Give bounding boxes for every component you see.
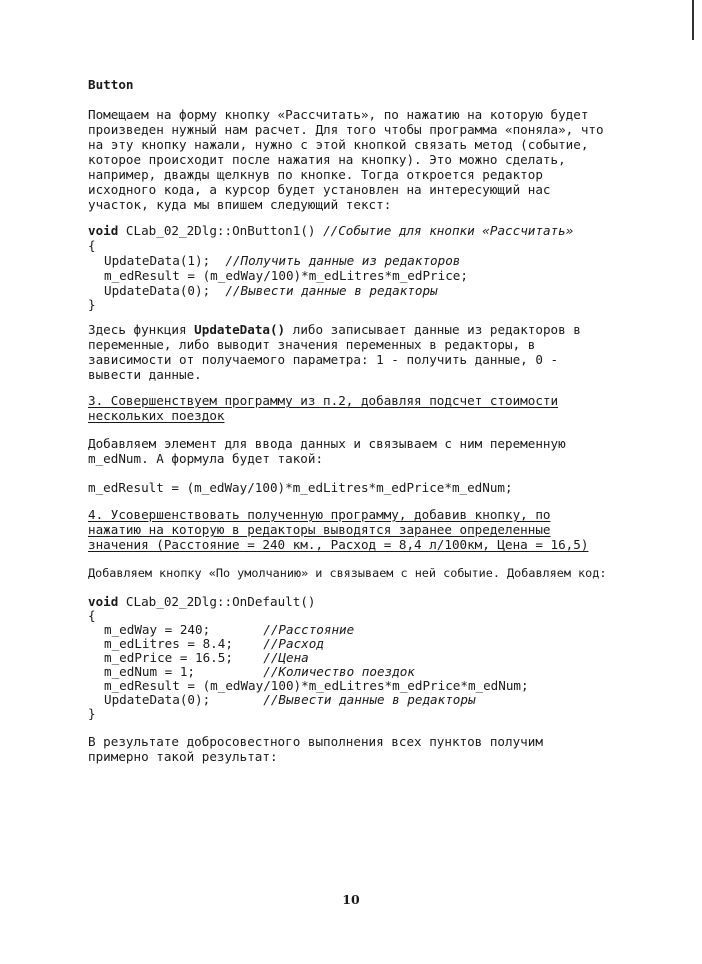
- paragraph-line: исходного кода, а курсор будет установлен на интересующий нас: [88, 182, 551, 197]
- task-heading: 3. Совершенствуем программу из п.2, добавляя подсчет стоимости: [88, 393, 559, 408]
- code-keyword: void: [88, 594, 119, 609]
- code-brace: {: [88, 608, 96, 623]
- code-text: m_edLitres = 8.4;: [104, 636, 264, 651]
- code-comment: //Вывести данные в редакторы: [263, 692, 476, 707]
- code-text: m_edWay = 240;: [104, 622, 264, 637]
- function-name: UpdateData(): [194, 322, 286, 337]
- paragraph-line: В результате добросовестного выполнения всех пунктов получим: [88, 734, 543, 749]
- paragraph-line: Помещаем на форму кнопку «Рассчитать», по нажатию на которую будет: [88, 107, 589, 122]
- text-span: либо записывает данные из редакторов в: [285, 322, 581, 337]
- task-heading: нажатию на которую в редакторы выводятся заранее определенные: [88, 522, 551, 537]
- paragraph-line: Добавляем кнопку «По умолчанию» и связываем с ней событие. Добавляем код:: [88, 566, 607, 580]
- code-function-name: CLab_02_2Dlg::OnButton1(): [118, 223, 324, 238]
- paragraph-line: которое происходит после нажатия на кнопку). Это можно сделать,: [88, 152, 566, 167]
- page-number: 10: [342, 892, 360, 907]
- code-text: m_edResult = (m_edWay/100)*m_edLitres*m_edPrice*m_edNum;: [104, 678, 529, 693]
- code-line: [104, 268, 468, 283]
- section-heading: Button: [88, 77, 134, 92]
- paragraph-line: вывести данные.: [88, 367, 202, 382]
- code-comment: //Вывести данные в редакторы: [225, 283, 438, 298]
- text-span: Здесь функция: [88, 322, 195, 337]
- paragraph-line: на эту кнопку нажали, нужно с этой кнопкой связать метод (событие,: [88, 137, 589, 152]
- code-text: UpdateData(0);: [104, 283, 226, 298]
- paragraph-line: переменные, либо выводит значения переменных в редакторы, в: [88, 337, 536, 352]
- paragraph-line: зависимости от получаемого параметра: 1 - получить данные, 0 -: [88, 352, 559, 367]
- code-line: [104, 283, 438, 298]
- code-brace: {: [88, 238, 96, 253]
- scan-edge-mark: [692, 0, 694, 40]
- code-line: [104, 692, 476, 707]
- code-line: [104, 664, 415, 679]
- code-keyword: void: [88, 223, 119, 238]
- task-heading: нескольких поездок: [88, 408, 225, 423]
- code-text: m_edPrice = 16.5;: [104, 650, 264, 665]
- code-line: [104, 678, 529, 693]
- code-comment: //Количество поездок: [263, 664, 415, 679]
- code-comment: //Событие для кнопки «Рассчитать»: [323, 223, 574, 238]
- code-brace: }: [88, 706, 96, 721]
- code-comment: //Цена: [263, 650, 309, 665]
- code-signature: [88, 223, 573, 238]
- code-text: m_edNum = 1;: [104, 664, 264, 679]
- code-signature: [88, 594, 315, 609]
- paragraph-line: Добавляем элемент для ввода данных и связываем с ним переменную: [88, 436, 566, 451]
- code-line: [104, 650, 309, 665]
- paragraph-line: m_edNum. А формула будет такой:: [88, 451, 324, 466]
- paragraph-line: примерно такой результат:: [88, 749, 278, 764]
- code-comment: //Расстояние: [263, 622, 355, 637]
- code-comment: //Расход: [263, 636, 324, 651]
- paragraph-line: [88, 322, 581, 337]
- code-text: UpdateData(0);: [104, 692, 264, 707]
- formula-line: m_edResult = (m_edWay/100)*m_edLitres*m_edPrice*m_edNum;: [88, 480, 513, 495]
- code-comment: //Получить данные из редакторов: [225, 253, 461, 268]
- paragraph-line: например, дважды щелкнув по кнопке. Тогда откроется редактор: [88, 167, 543, 182]
- task-heading: 4. Усовершенствовать полученную программу, добавив кнопку, по: [88, 507, 551, 522]
- paragraph-line: произведен нужный нам расчет. Для того чтобы программа «поняла», что: [88, 122, 604, 137]
- code-line: [104, 636, 324, 651]
- code-line: [104, 253, 460, 268]
- paragraph-line: участок, куда мы впишем следующий текст:: [88, 197, 392, 212]
- code-line: [104, 622, 354, 637]
- code-text: UpdateData(1);: [104, 253, 226, 268]
- task-heading: значения (Расстояние = 240 км., Расход = 8,4 л/100км, Цена = 16,5): [88, 537, 589, 552]
- code-function-name: CLab_02_2Dlg::OnDefault(): [118, 594, 316, 609]
- code-brace: }: [88, 297, 96, 312]
- code-text: m_edResult = (m_edWay/100)*m_edLitres*m_edPrice;: [104, 268, 468, 283]
